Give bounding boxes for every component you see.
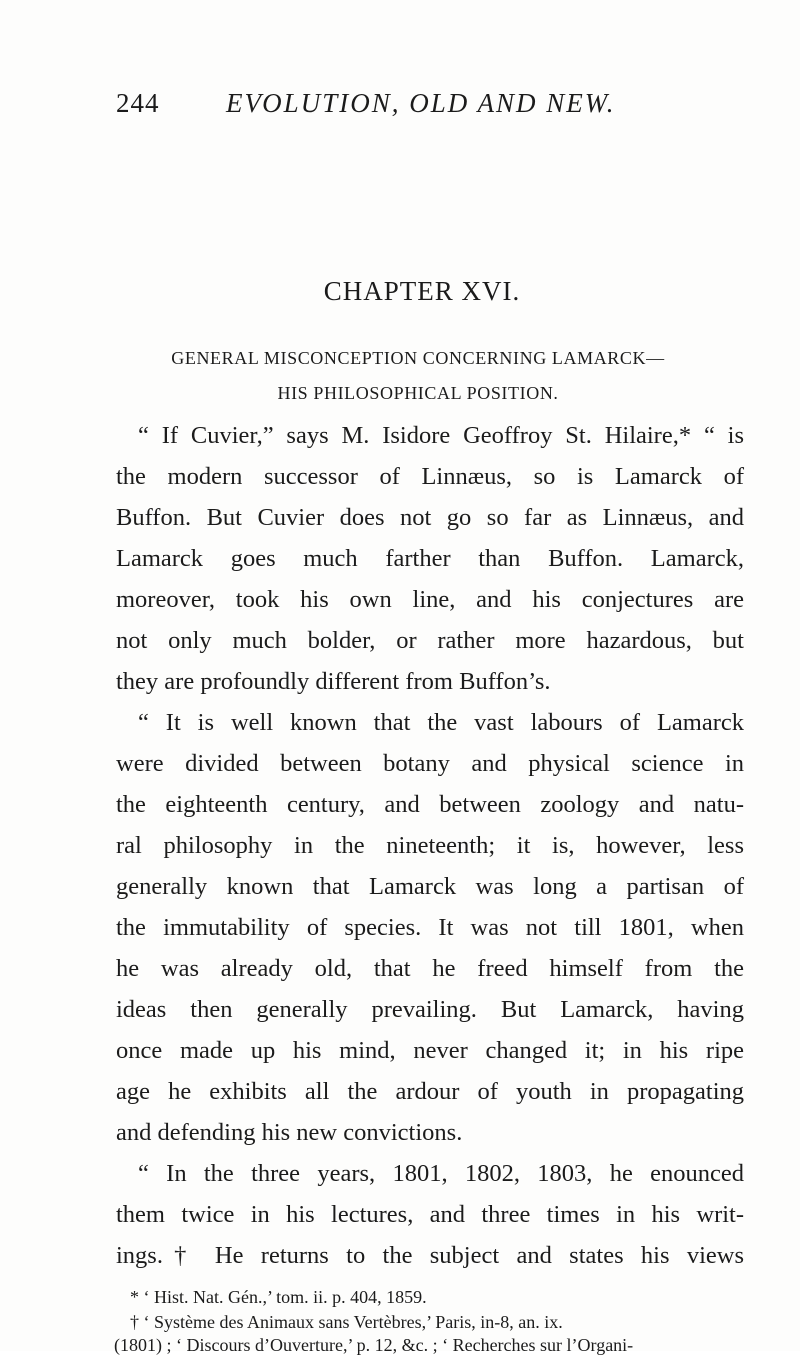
body-text-line: “ In the three years, 1801, 1802, 1803, he enounced <box>138 1160 744 1187</box>
body-text-line: they are profoundly different from Buffon’s. <box>116 668 551 695</box>
page-number: 244 <box>116 88 160 118</box>
body-text-line: once made up his mind, never changed it; in his ripe <box>116 1037 744 1064</box>
body-text-line: “ It is well known that the vast labours of Lamarck <box>138 709 744 736</box>
running-head <box>116 88 756 128</box>
footnote-line: † ‘ Système des Animaux sans Vertèbres,’ Paris, in-8, an. ix. <box>130 1312 563 1332</box>
footnote-line: * ‘ Hist. Nat. Gén.,’ tom. ii. p. 404, 1859. <box>130 1287 427 1307</box>
body-text-line: ings.† He returns to the subject and states his views <box>116 1242 744 1269</box>
body-text-line: were divided between botany and physical science in <box>116 750 744 777</box>
running-title: EVOLUTION, OLD AND NEW. <box>226 88 616 118</box>
body-text-line: age he exhibits all the ardour of youth in propagating <box>116 1078 744 1105</box>
body-text-line: moreover, took his own line, and his conjectures are <box>116 586 744 613</box>
chapter-subtitle-line-1: GENERAL MISCONCEPTION CONCERNING LAMARCK— <box>171 348 665 368</box>
body-text-line: Buffon. But Cuvier does not go so far as Linnæus, and <box>116 504 744 531</box>
body-text-line: them twice in his lectures, and three times in his writ- <box>116 1201 744 1228</box>
body-text-line: generally known that Lamarck was long a partisan of <box>116 873 744 900</box>
body-text-line: Lamarck goes much farther than Buffon. Lamarck, <box>116 545 744 572</box>
body-text-line: the eighteenth century, and between zoology and natu- <box>116 791 744 818</box>
body-text-line: and defending his new convictions. <box>116 1119 463 1146</box>
body-text-line: “ If Cuvier,” says M. Isidore Geoffroy St. Hilaire,* “ is <box>138 422 744 449</box>
body-text-line: not only much bolder, or rather more hazardous, but <box>116 627 744 654</box>
chapter-title: CHAPTER XVI. <box>323 276 521 306</box>
body-text-line: the immutability of species. It was not till 1801, when <box>116 914 744 941</box>
body-text-line: the modern successor of Linnæus, so is Lamarck of <box>116 463 744 490</box>
footnote-line: (1801) ; ‘ Discours d’Ouverture,’ p. 12, &c. ; ‘ Recherches sur l’Organi- <box>114 1335 634 1355</box>
body-text-line: ral philosophy in the nineteenth; it is, however, less <box>116 832 744 859</box>
chapter-subtitle-line-2: HIS PHILOSOPHICAL POSITION. <box>277 383 559 403</box>
body-text-line: he was already old, that he freed himself from the <box>116 955 744 982</box>
body-text-line: ideas then generally prevailing. But Lamarck, having <box>116 996 744 1023</box>
